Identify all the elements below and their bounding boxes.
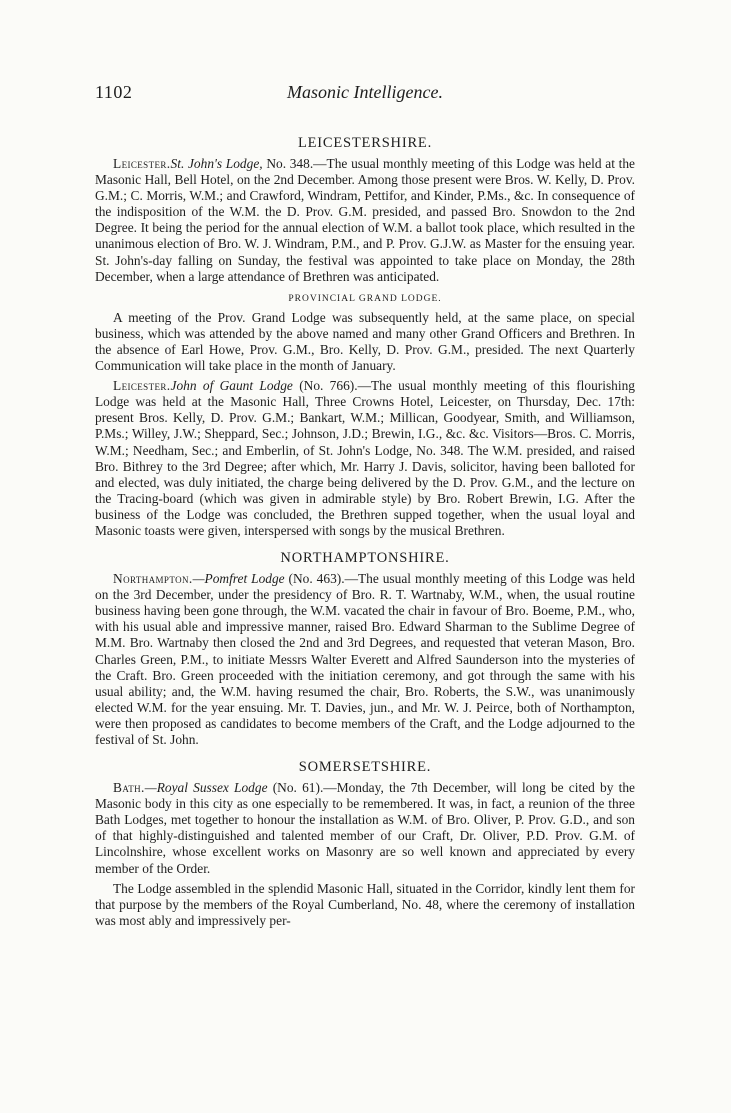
lodge-name: —Pomfret Lodge [192, 571, 285, 587]
place-name: Bath. [113, 780, 145, 796]
paragraph-text: The Lodge assembled in the splendid Masonic Hall, situated in the Corridor, kindly lent them for that purpose by the members of the Royal Cumberland, No. 48, where the ceremony of installation was most ably and impressively per- [95, 880, 635, 928]
running-title: Masonic Intelligence. [287, 82, 443, 102]
section-northamptonshire [95, 549, 635, 748]
page-header [95, 82, 635, 108]
article-body [95, 134, 635, 933]
place-name: Leicester. [113, 156, 171, 171]
page-number: 1102 [95, 82, 133, 102]
lodge-name: St. John's Lodge, [170, 156, 263, 171]
paragraph [95, 780, 635, 877]
paragraph-text: (No. 463).—The usual monthly meeting of this Lodge was held on the 3rd December, under the presidency of Bro. R. T. Wartnaby, W.M., when, the usual routine business having been gone through, the W.M. vacated the chair in favour of Bro. Boeme, P.M., who, with his usual able and impressive manner, raised Bro. Edward Sharman to the Sublime Degree of M.M. Bro. Wartnaby then closed the 2nd and 3rd Degrees, and requested that veteran Mason, Bro. Charles Green, P.M., to initiate Messrs Walter Everett and Alfred Saunderson into the mysteries of the Craft. Bro. Green proceeded with the initiation ceremony, and got through the same with his usual ability; and, the W.M. having resumed the chair, Bro. Roberts, the S.W., was unanimously elected W.M. for the year ensuing. Mr. T. Davies, jun., and Mr. W. J. Peirce, both of Northampton, were then proposed as candidates to become members of the Craft, and the Lodge adjourned to the festival of St. John. [95, 571, 635, 747]
lodge-name: —Royal Sussex Lodge [144, 780, 268, 796]
place-name: Northampton. [113, 571, 193, 587]
paragraph-text: (No. 766).—The usual monthly meeting of this flourishing Lodge was held at the Masonic Hall, Three Crowns Hotel, Leicester, on Thursday, Dec. 17th: present Bros. Kelly, D. Prov. G.M.; Bankart, W.M.; Millican, Goodyear, Smith, and Williamson, P.Ms.; Willey, J.W.; Sheppard, Sec.; Johnson, J.D.; Brewin, I.G., &c. &c. Visitors—Bros. C. Morris, W.M.; Needham, Sec.; and Emberlin, of St. John's Lodge, No. 348. The W.M. presided, and raised Bro. Bithrey to the 3rd Degree; after which, Mr. Harry J. Davis, solicitor, having been balloted for and elected, was duly initiated, the charge being delivered by the D. Prov. G.M., and the lecture on the Tracing-board (which was given in admirable style) by Bro. Robert Brewin, I.G. After the business of the Lodge was concluded, the Brethren supped together, when the usual loyal and Masonic toasts were given, interspersed with songs by the musical Brethren. [95, 378, 635, 538]
lodge-name: John of Gaunt Lodge [170, 378, 293, 394]
section-title: SOMERSETSHIRE. [298, 759, 432, 776]
section-leicestershire [95, 134, 635, 539]
paragraph-text: (No. 61).—Monday, the 7th December, will long be cited by the Masonic body in this city as one especially to be remembered. It was, in fact, a reunion of the three Bath Lodges, met together to honour the installation as W.M. of Bro. Oliver, P. Prov. G.D., and son of that highly-distinguished and talented member of our Craft, Dr. Oliver, P.D. Prov. G.M. of Lincolnshire, whose excellent works on Masonry are so well known and appreciated by every member of the Order. [95, 780, 635, 876]
paragraph [95, 310, 635, 374]
paragraph [95, 156, 635, 285]
section-title: NORTHAMPTONSHIRE. [280, 550, 450, 567]
paragraph-text: No. 348.—The usual monthly meeting of this Lodge was held at the Masonic Hall, Bell Hotel, on the 2nd December. Among those present were Bros. W. Kelly, D. Prov. G.M.; C. Morris, W.M.; and Crawford, Windram, Pettifor, and Kinder, P.Ms., &c. In consequence of the indisposition of the W.M. the D. Prov. G.M. presided, and passed Bro. Snowdon to the 2nd Degree. It being the period for the annual election of W.M. a ballot took place, which resulted in the unanimous election of Bro. W. J. Windram, P.M., and P. Prov. G.J.W. as Master for the ensuing year. St. John's-day falling on Sunday, the festival was appointed to take place on Monday, the 28th December, when a large attendance of Brethren was anticipated. [95, 156, 635, 284]
paragraph [95, 378, 635, 539]
paragraph [95, 571, 635, 748]
subheading: PROVINCIAL GRAND LODGE. [288, 293, 442, 304]
paragraph-text: A meeting of the Prov. Grand Lodge was subsequently held, at the same place, on special business, which was attended by the above named and many other Grand Officers and Brethren. In the absence of Earl Howe, Prov. G.M., Bro. Kelly, D. Prov. G.M., presided. The next Quarterly Communication will take place in the month of January. [95, 309, 635, 374]
paragraph [95, 881, 635, 929]
place-name: Leicester. [113, 378, 171, 394]
section-title: LEICESTERSHIRE. [297, 135, 433, 151]
section-somersetshire [95, 758, 635, 929]
